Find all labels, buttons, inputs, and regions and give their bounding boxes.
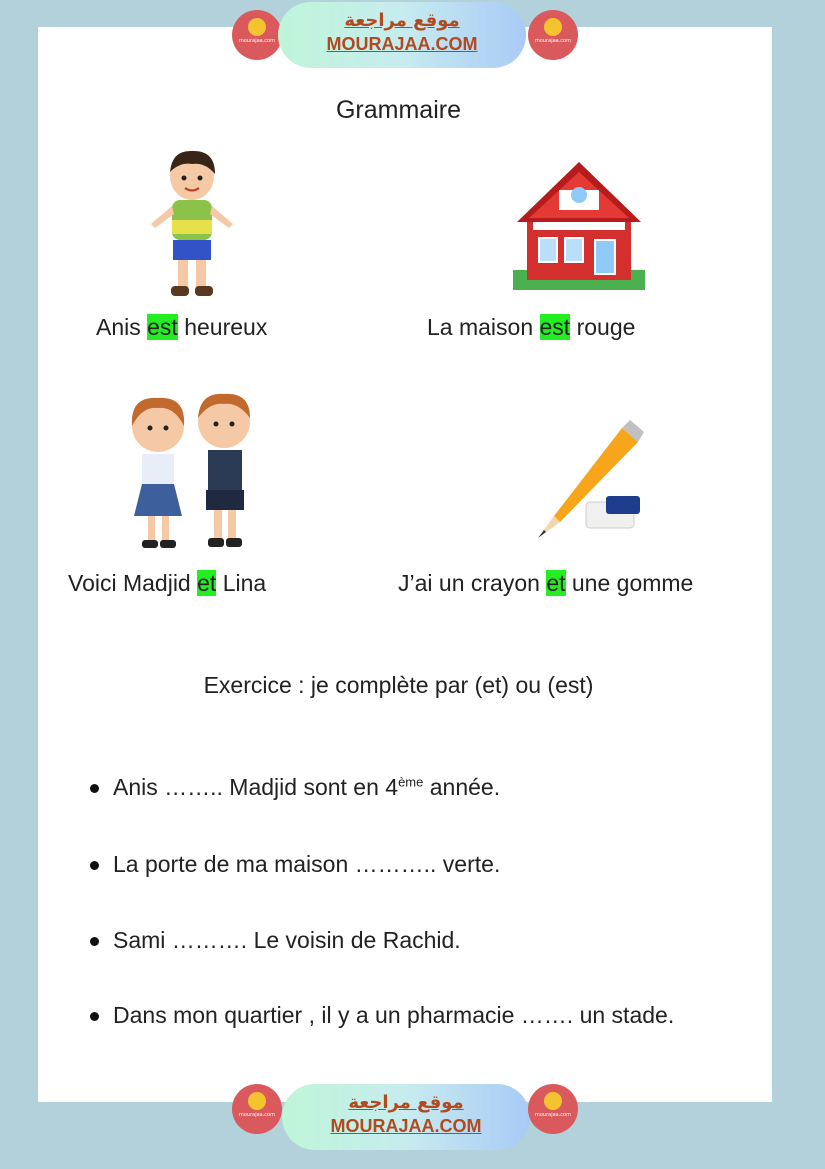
logo-badge-left-bottom: mourajaa.com [232, 1084, 282, 1134]
exercise-item-2: La porte de ma maison ……….. verte. [90, 851, 500, 878]
header-banner[interactable] [278, 2, 526, 68]
page-title: Grammaire [335, 96, 461, 124]
example-2: La maison est rouge [427, 314, 636, 340]
footer-site-link[interactable]: MOURAJAA.COM [330, 1116, 482, 1136]
exercise-title: Exercice : je complète par (et) ou (est) [203, 672, 594, 698]
header-arabic[interactable]: موقع مراجعة [344, 10, 460, 31]
logo-badge-right: mourajaa.com [528, 10, 578, 60]
logo-badge-left: mourajaa.com [232, 10, 282, 60]
pencil-eraser-illustration [530, 418, 645, 543]
exercise-item-4: Dans mon quartier , il y a un pharmacie ……. un stade. [90, 1002, 674, 1029]
boy-illustration [145, 148, 240, 303]
example-4: J’ai un crayon et une gomme [398, 570, 694, 596]
exercise-item-3: Sami ………. Le voisin de Rachid. [90, 927, 461, 954]
highlight-est: est [539, 314, 571, 340]
footer-banner[interactable] [282, 1084, 530, 1150]
example-1: Anis est heureux [96, 314, 268, 340]
header-site-link[interactable]: MOURAJAA.COM [326, 34, 478, 54]
highlight-est: est [147, 314, 178, 340]
children-illustration [120, 392, 260, 554]
house-illustration [513, 160, 645, 295]
highlight-et: et [546, 570, 566, 596]
highlight-et: et [197, 570, 217, 596]
exercise-item-1: Anis …….. Madjid sont en 4ème année. [90, 774, 500, 801]
logo-badge-right-bottom: mourajaa.com [528, 1084, 578, 1134]
example-3: Voici Madjid et Lina [68, 570, 267, 596]
footer-arabic[interactable]: موقع مراجعة [348, 1092, 464, 1113]
